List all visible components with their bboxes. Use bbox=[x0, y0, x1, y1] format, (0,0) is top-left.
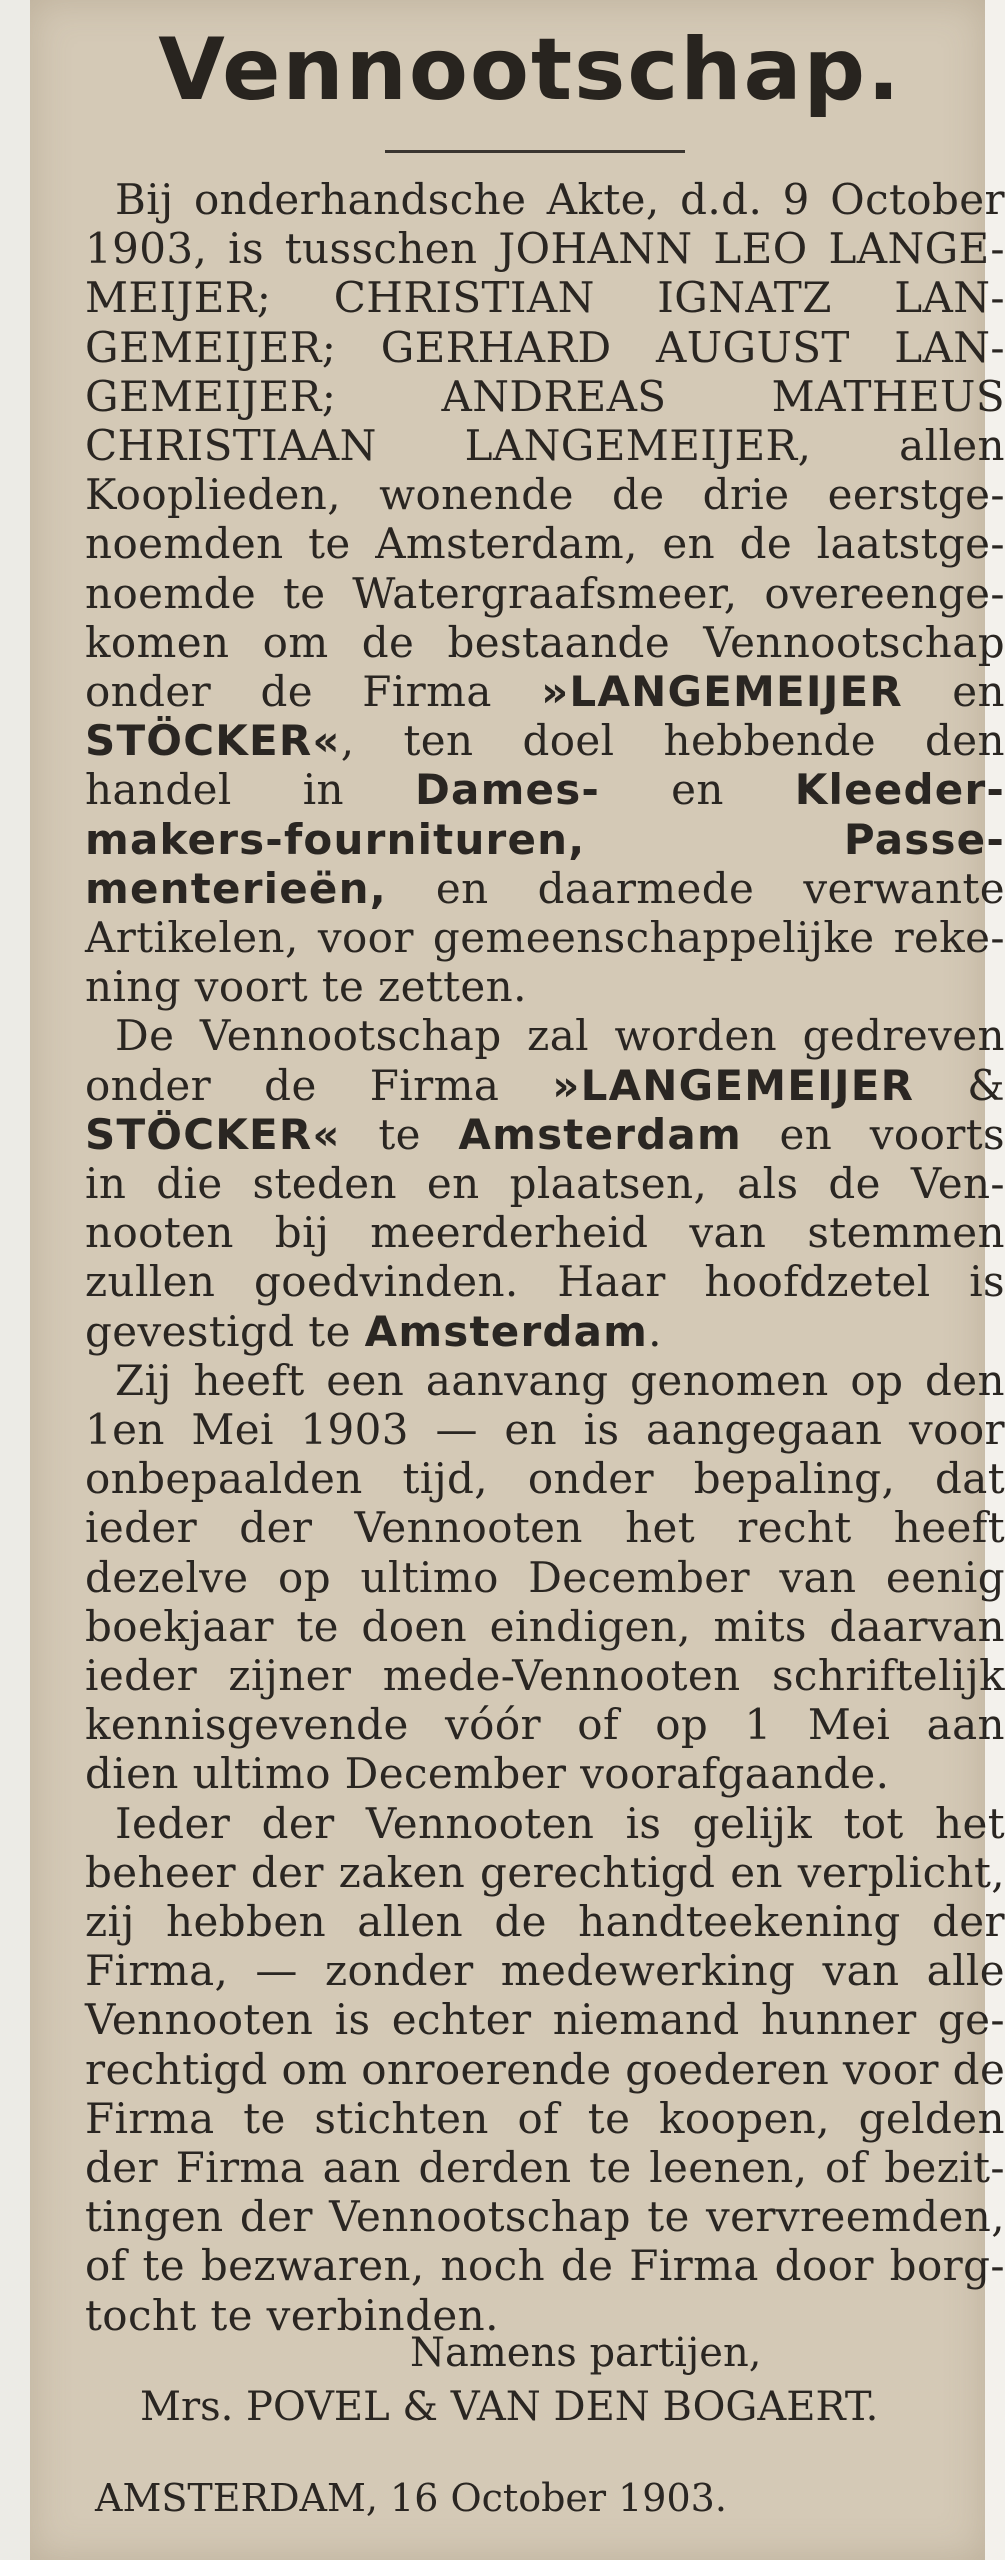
body-line: De Vennootschap zal worden gedreven bbox=[115, 1011, 1005, 1061]
body-line: zij hebben allen de handteekening der bbox=[85, 1897, 1005, 1946]
body-line: nooten bij meerderheid van stemmen bbox=[85, 1208, 1005, 1258]
body-line: MEIJER; CHRISTIAN IGNATZ LAN- bbox=[85, 273, 1005, 323]
body-line: makers-fournituren, Passe- bbox=[85, 814, 1005, 864]
body-line: ieder zijner mede-Vennooten schriftelijk bbox=[85, 1651, 1005, 1700]
notice-title: Vennootschap. bbox=[158, 20, 902, 120]
body-line: STÖCKER«, ten doel hebbende den bbox=[85, 716, 1005, 766]
body-line: handel in Dames- en Kleeder- bbox=[85, 765, 1005, 815]
body-line: menterieën, en daarmede verwante bbox=[85, 863, 1005, 913]
body-line: beheer der zaken gerechtigd en verplicht, bbox=[85, 1847, 1005, 1897]
body-line: Ieder der Vennooten is gelijk tot het bbox=[115, 1798, 1005, 1848]
body-line: dezelve op ultimo December van eenig bbox=[85, 1552, 1005, 1602]
body-line: Firma te stichten of te koopen, gelden bbox=[85, 2093, 1005, 2143]
body-line: boekjaar te doen eindigen, mits daarvan bbox=[85, 1601, 1005, 1651]
body-line: Kooplieden, wonende de drie eerstge- bbox=[85, 470, 1005, 520]
body-line: onbepaalden tijd, onder bepaling, dat bbox=[85, 1454, 1005, 1504]
body-line: 1903, is tusschen JOHANN LEO LANGE- bbox=[85, 224, 1005, 274]
body-line: rechtigd om onroerende goederen voor de bbox=[85, 2044, 1005, 2094]
body-line: of te bezwaren, noch de Firma door borg- bbox=[85, 2241, 1005, 2291]
body-line: Zij heeft een aanvang genomen op den bbox=[115, 1355, 1005, 1405]
body-line: ning voort te zetten. bbox=[85, 962, 527, 1012]
body-line: in die steden en plaatsen, als de Ven- bbox=[85, 1159, 1005, 1208]
newspaper-clipping bbox=[30, 0, 1005, 2560]
body-line: Firma, — zonder medewerking van alle bbox=[85, 1946, 1005, 1996]
scan-margin bbox=[0, 0, 30, 2560]
signature-intro: Namens partijen, bbox=[410, 2330, 762, 2376]
body-line: zullen goedvinden. Haar hoofdzetel is bbox=[85, 1257, 1005, 1307]
body-line: dien ultimo December voorafgaande. bbox=[85, 1749, 890, 1799]
body-line: ieder der Vennooten het recht heeft bbox=[85, 1503, 1005, 1553]
body-line: tingen der Vennootschap te vervreemden, bbox=[85, 2192, 1005, 2242]
body-line: tocht te verbinden. bbox=[85, 2290, 499, 2340]
body-line: noemden te Amsterdam, en de laatstge- bbox=[85, 519, 1005, 569]
body-line: komen om de bestaande Vennootschap bbox=[85, 617, 1005, 667]
place-date: AMSTERDAM, 16 October 1903. bbox=[95, 2476, 727, 2520]
body-line: der Firma aan derden te leenen, of bezit- bbox=[85, 2143, 1005, 2192]
body-line: onder de Firma »LANGEMEIJER & bbox=[85, 1060, 1005, 1110]
body-line: kennisgevende vóór of op 1 Mei aan bbox=[85, 1700, 1005, 1750]
title-rule bbox=[385, 150, 685, 153]
body-line: Artikelen, voor gemeenschappelijke reke- bbox=[85, 913, 1005, 962]
body-line: CHRISTIAAN LANGEMEIJER, allen bbox=[85, 421, 1005, 470]
body-line: GEMEIJER; GERHARD AUGUST LAN- bbox=[85, 322, 1005, 372]
body-line: GEMEIJER; ANDREAS MATHEUS bbox=[85, 371, 1005, 421]
body-line: Bij onderhandsche Akte, d.d. 9 October bbox=[115, 175, 1005, 224]
body-line: STÖCKER« te Amsterdam en voorts bbox=[85, 1109, 1005, 1159]
body-line: gevestigd te Amsterdam. bbox=[85, 1306, 662, 1356]
body-line: onder de Firma »LANGEMEIJER en bbox=[85, 667, 1005, 716]
signature-names: Mrs. POVEL & VAN DEN BOGAERT. bbox=[140, 2384, 879, 2430]
body-line: Vennooten is echter niemand hunner ge- bbox=[85, 1995, 1005, 2045]
body-line: 1en Mei 1903 — en is aangegaan voor bbox=[85, 1405, 1005, 1454]
body-line: noemde te Watergraafsmeer, overeenge- bbox=[85, 568, 1005, 618]
